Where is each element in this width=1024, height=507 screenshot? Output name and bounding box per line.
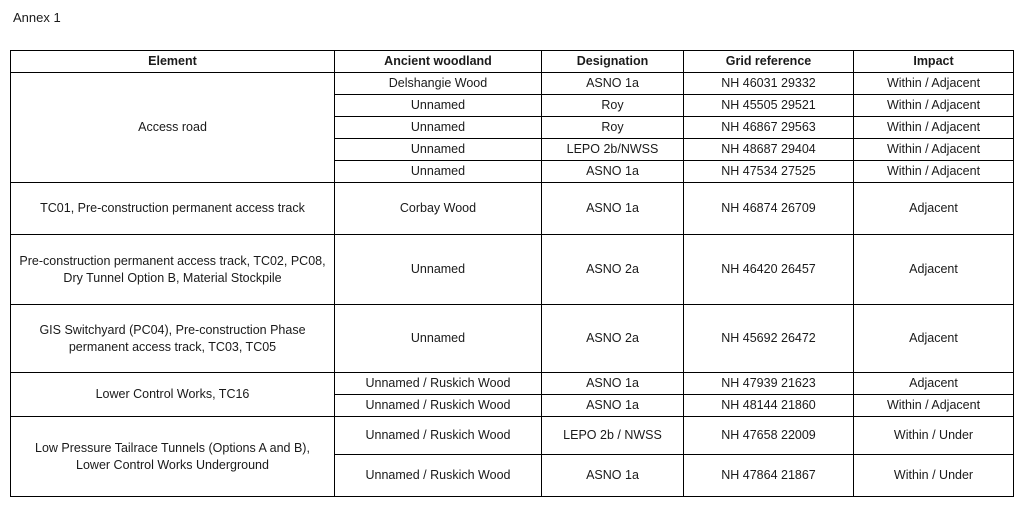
cell-ancient-woodland: Unnamed [335,161,542,183]
cell-grid-reference: NH 47534 27525 [684,161,854,183]
cell-ancient-woodland: Corbay Wood [335,183,542,235]
cell-designation: ASNO 1a [542,373,684,395]
cell-impact: Within / Under [854,417,1014,455]
cell-ancient-woodland: Unnamed [335,305,542,373]
cell-grid-reference: NH 46867 29563 [684,117,854,139]
cell-grid-reference: NH 46420 26457 [684,235,854,305]
cell-designation: LEPO 2b/NWSS [542,139,684,161]
cell-grid-reference: NH 45505 29521 [684,95,854,117]
table-row [11,417,1014,455]
cell-ancient-woodland: Delshangie Wood [335,73,542,95]
cell-designation: ASNO 1a [542,183,684,235]
table-row [11,235,1014,305]
column-header-designation: Designation [542,51,684,73]
annex-table [10,50,1014,497]
cell-impact: Within / Adjacent [854,161,1014,183]
cell-ancient-woodland: Unnamed / Ruskich Wood [335,455,542,497]
table-row [11,373,1014,395]
table-header-row [11,51,1014,73]
cell-impact: Within / Adjacent [854,395,1014,417]
column-header-grid-reference: Grid reference [684,51,854,73]
cell-element: GIS Switchyard (PC04), Pre-construction Phase permanent access track, TC03, TC05 [11,305,335,373]
cell-element: TC01, Pre-construction permanent access track [11,183,335,235]
cell-designation: Roy [542,95,684,117]
cell-designation: LEPO 2b / NWSS [542,417,684,455]
cell-impact: Within / Under [854,455,1014,497]
page-title: Annex 1 [13,10,61,25]
cell-ancient-woodland: Unnamed [335,139,542,161]
table-row [11,73,1014,95]
cell-impact: Within / Adjacent [854,73,1014,95]
cell-element: Lower Control Works, TC16 [11,373,335,417]
cell-grid-reference: NH 47864 21867 [684,455,854,497]
cell-impact: Adjacent [854,373,1014,395]
cell-impact: Within / Adjacent [854,139,1014,161]
cell-grid-reference: NH 48687 29404 [684,139,854,161]
table-row [11,183,1014,235]
cell-ancient-woodland: Unnamed / Ruskich Wood [335,417,542,455]
cell-grid-reference: NH 45692 26472 [684,305,854,373]
cell-grid-reference: NH 48144 21860 [684,395,854,417]
cell-element: Low Pressure Tailrace Tunnels (Options A and B), Lower Control Works Underground [11,417,335,497]
cell-designation: Roy [542,117,684,139]
cell-element: Access road [11,73,335,183]
cell-ancient-woodland: Unnamed / Ruskich Wood [335,373,542,395]
cell-impact: Adjacent [854,183,1014,235]
column-header-impact: Impact [854,51,1014,73]
cell-grid-reference: NH 46874 26709 [684,183,854,235]
cell-designation: ASNO 1a [542,73,684,95]
cell-designation: ASNO 1a [542,161,684,183]
column-header-element: Element [11,51,335,73]
header-row [11,51,1014,73]
table-body [11,73,1014,497]
cell-impact: Within / Adjacent [854,117,1014,139]
cell-impact: Within / Adjacent [854,95,1014,117]
cell-designation: ASNO 1a [542,455,684,497]
cell-ancient-woodland: Unnamed [335,117,542,139]
table-row [11,305,1014,373]
cell-grid-reference: NH 47939 21623 [684,373,854,395]
cell-designation: ASNO 2a [542,305,684,373]
cell-ancient-woodland: Unnamed [335,235,542,305]
cell-grid-reference: NH 47658 22009 [684,417,854,455]
cell-impact: Adjacent [854,305,1014,373]
cell-designation: ASNO 2a [542,235,684,305]
cell-ancient-woodland: Unnamed [335,95,542,117]
column-header-ancient-woodland: Ancient woodland [335,51,542,73]
cell-impact: Adjacent [854,235,1014,305]
cell-grid-reference: NH 46031 29332 [684,73,854,95]
cell-designation: ASNO 1a [542,395,684,417]
cell-element: Pre-construction permanent access track, TC02, PC08, Dry Tunnel Option B, Material Stockpile [11,235,335,305]
cell-ancient-woodland: Unnamed / Ruskich Wood [335,395,542,417]
